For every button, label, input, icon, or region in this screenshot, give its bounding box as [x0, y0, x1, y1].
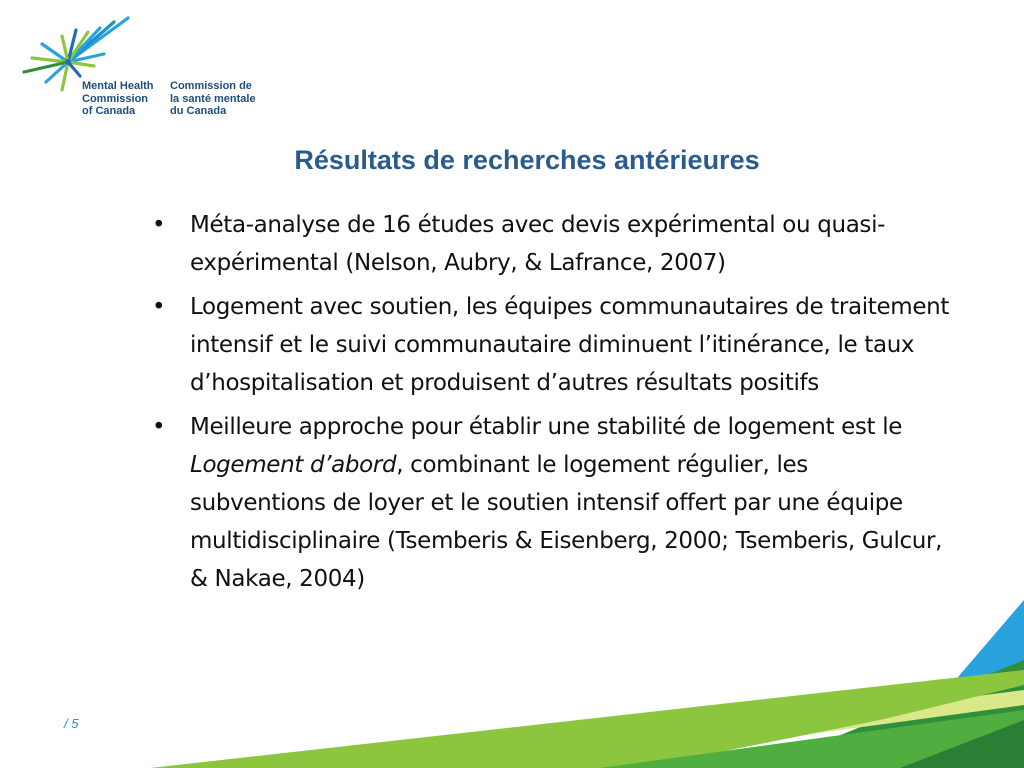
bullet-point-icon: •: [152, 294, 166, 320]
logo-fr-line-3: du Canada: [170, 105, 227, 117]
bullet-point-icon: •: [152, 212, 166, 238]
bullet-point-icon: •: [152, 414, 166, 440]
slide-title: Résultats de recherches antérieures: [294, 145, 760, 175]
logo-en-line-2: Commission: [82, 92, 149, 105]
logo-fr-line-2: la santé mentale: [170, 92, 256, 105]
logo-fr-line-1: Commission de: [170, 80, 252, 92]
bullet-emphasis: Logement d’abord: [190, 452, 397, 478]
bullet-text-before: Meilleure approche pour établir une stabilité de logement est le: [190, 414, 903, 440]
logo-en-line-1: Mental Health: [82, 80, 154, 92]
page-number: / 5: [64, 716, 79, 731]
logo-en-line-3: of Canada: [82, 105, 136, 117]
bullet-text: Méta-analyse de 16 études avec devis expérimental ou quasi-expérimental (Nelson, Aubry, & Lafrance, 2007): [190, 212, 886, 276]
bullet-text: Logement avec soutien, les équipes communautaires de traitement intensif et le suivi communautaire diminuent l’itinérance, le taux d’hospitalisation et produisent d’autres résultats positifs: [190, 294, 950, 396]
bullet-text-after: , combinant le logement régulier, les subventions de loyer et le soutien intensif offert par une équipe multidisciplinaire (Tsemberis & Eisenberg, 2000; Tsemberis, Gulcur, & Nakae, 2004): [190, 452, 943, 592]
